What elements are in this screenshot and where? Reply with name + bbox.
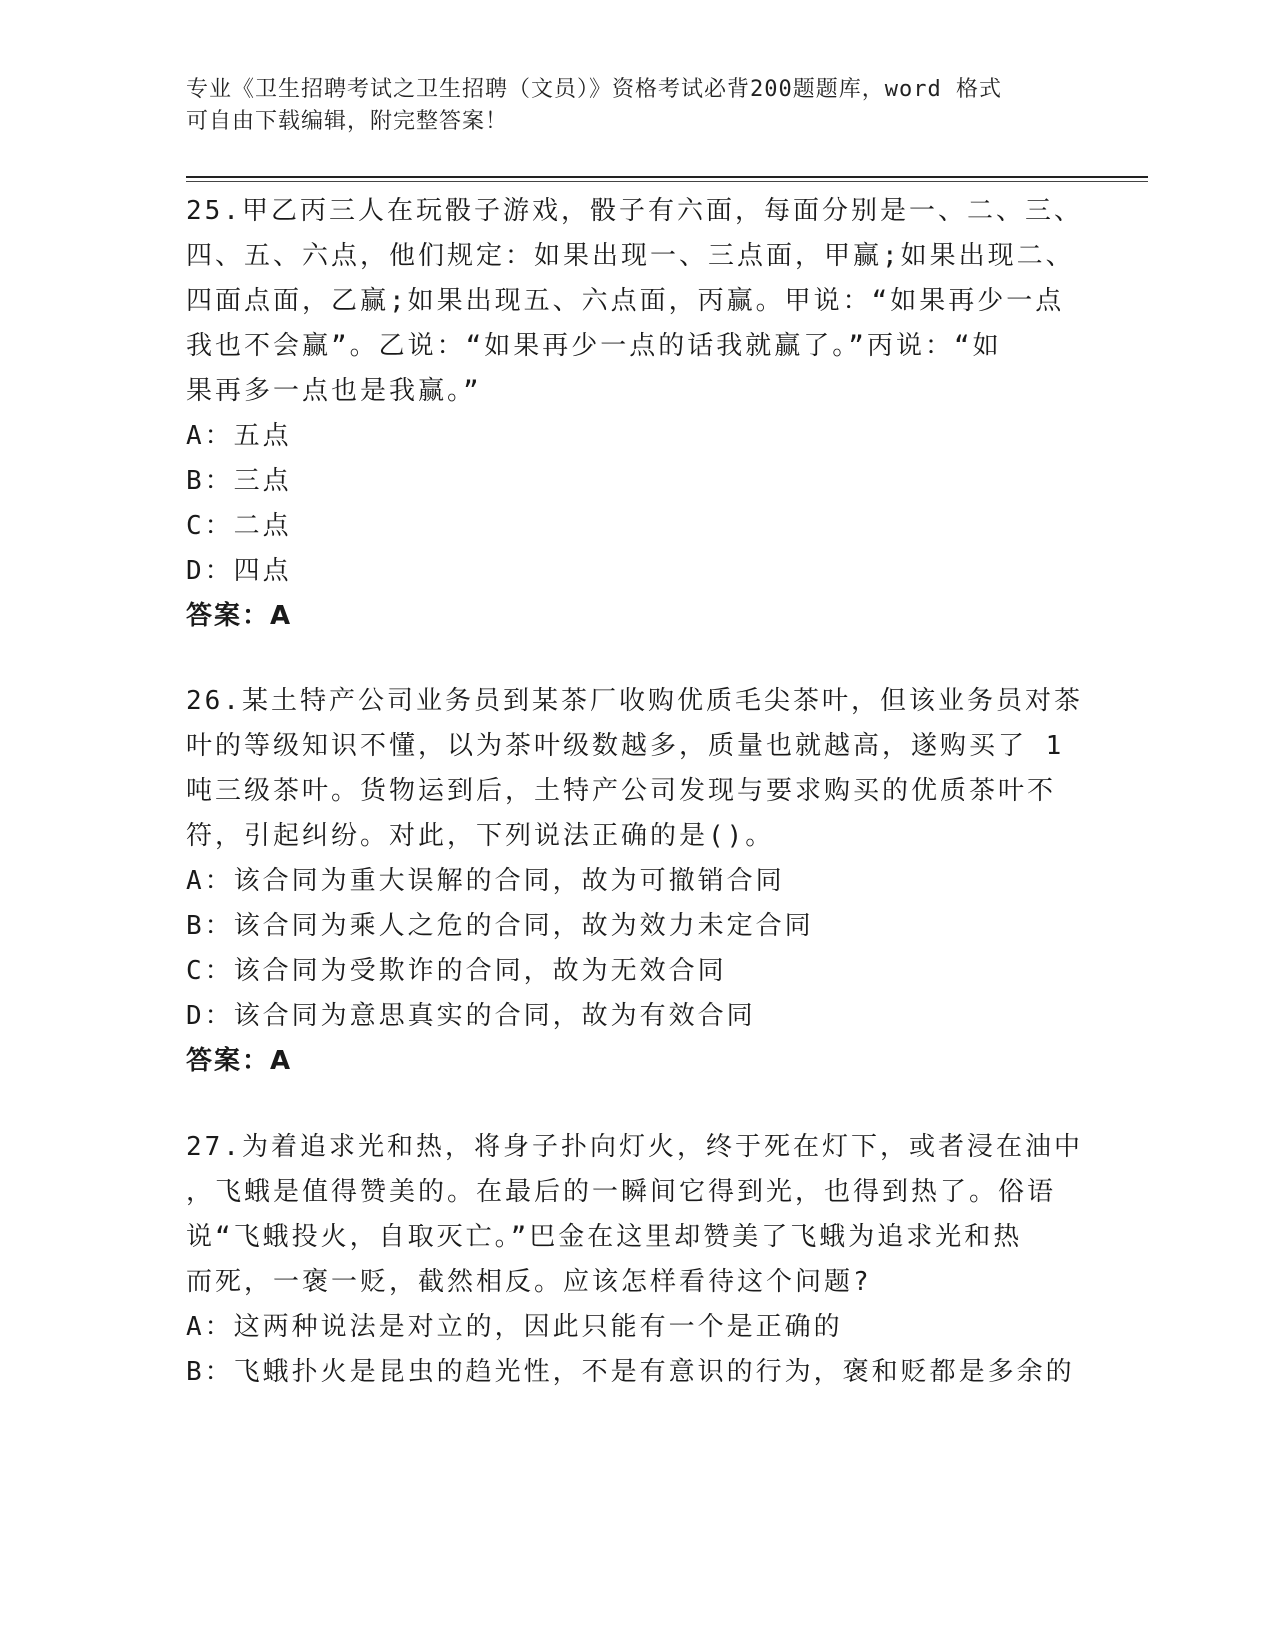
question-text-line: 而死，一褒一贬，截然相反。应该怎样看待这个问题?: [186, 1267, 872, 1297]
header-divider-thick: [186, 176, 1148, 178]
option-b: B：飞蛾扑火是昆虫的趋光性，不是有意识的行为，褒和贬都是多余的: [186, 1357, 1075, 1387]
question-text-line: 说“飞蛾投火，自取灭亡。”巴金在这里却赞美了飞蛾为追求光和热: [186, 1222, 1023, 1252]
page-header: [186, 74, 1066, 138]
header-divider-thin: [186, 181, 1148, 182]
question-text-line: 符，引起纠纷。对此，下列说法正确的是()。: [186, 821, 775, 851]
question-text-line: 26.某土特产公司业务员到某茶厂收购优质毛尖茶叶，但该业务员对茶: [186, 686, 1083, 716]
question-26: [186, 679, 1086, 1084]
option-a: A：该合同为重大误解的合同，故为可撤销合同: [186, 866, 785, 896]
question-text-line: 四、五、六点，他们规定：如果出现一、三点面，甲赢;如果出现二、: [186, 241, 1075, 271]
header-title-line-2: 可自由下载编辑，附完整答案！: [186, 109, 509, 134]
option-d: D：四点: [186, 556, 292, 586]
header-title-line-1: 专业《卫生招聘考试之卫生招聘（文员）》资格考试必背200题题库，word 格式: [186, 77, 1002, 102]
question-27: [186, 1125, 1086, 1395]
option-a: A：五点: [186, 421, 292, 451]
option-a: A：这两种说法是对立的，因此只能有一个是正确的: [186, 1312, 843, 1342]
option-c: C：该合同为受欺诈的合同，故为无效合同: [186, 956, 727, 986]
option-b: B：该合同为乘人之危的合同，故为效力未定合同: [186, 911, 814, 941]
question-text-line: ，飞蛾是值得赞美的。在最后的一瞬间它得到光，也得到热了。俗语: [186, 1177, 1057, 1207]
question-text-line: 四面点面，乙赢;如果出现五、六点面，丙赢。甲说：“如果再少一点: [186, 286, 1065, 316]
question-25: [186, 189, 1086, 639]
question-text-line: 吨三级茶叶。货物运到后，土特产公司发现与要求购买的优质茶叶不: [186, 776, 1057, 806]
answer-label: 答案：A: [186, 1046, 293, 1076]
question-text-line: 27.为着追求光和热，将身子扑向灯火，终于死在灯下，或者浸在油中: [186, 1132, 1083, 1162]
option-d: D：该合同为意思真实的合同，故为有效合同: [186, 1001, 756, 1031]
question-text-line: 果再多一点也是我赢。”: [186, 376, 482, 406]
question-text-line: 我也不会赢”。乙说：“如果再少一点的话我就赢了。”丙说：“如: [186, 331, 1002, 361]
question-text-line: 25.甲乙丙三人在玩骰子游戏，骰子有六面，每面分别是一、二、三、: [186, 196, 1083, 226]
question-text-line: 叶的等级知识不懂，以为茶叶级数越多，质量也就越高，遂购买了 1: [186, 731, 1065, 761]
answer-label: 答案：A: [186, 601, 293, 631]
option-b: B：三点: [186, 466, 292, 496]
option-c: C：二点: [186, 511, 292, 541]
